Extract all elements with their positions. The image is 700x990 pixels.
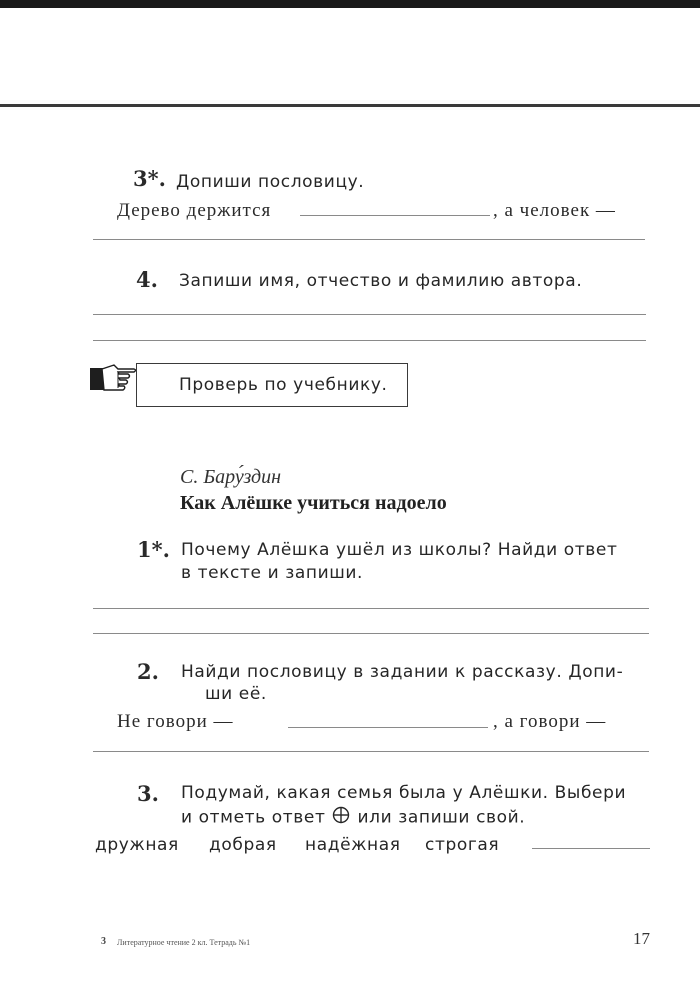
option-friendly[interactable]: дружная — [95, 835, 179, 855]
scan-top-edge — [0, 0, 700, 8]
task-3-number: 3*. — [133, 166, 166, 191]
task-3-prompt: Допиши пословицу. — [176, 172, 365, 192]
story-task-3-prompt-line1: Подумай, какая семья была у Алёшки. Выбери — [181, 783, 627, 803]
story-task-3-prompt-line2-a: и отметь ответ — [181, 807, 326, 828]
story-task-2-prompt-line2: ши её. — [205, 684, 267, 704]
answer-line[interactable] — [93, 633, 649, 634]
answer-line[interactable] — [93, 239, 645, 240]
option-strict[interactable]: строгая — [425, 835, 500, 855]
proverb-2-middle: , а говори — — [493, 711, 607, 732]
story-task-1-prompt-line1: Почему Алёшка ушёл из школы? Найди ответ — [181, 540, 618, 560]
option-reliable[interactable]: надёжная — [305, 835, 401, 855]
story-task-1-number: 1*. — [137, 537, 170, 562]
story-task-3-prompt-line2-b: или запиши свой. — [357, 807, 526, 828]
footer-sheet-number: 3 — [101, 936, 106, 947]
task-4-number: 4. — [136, 267, 158, 292]
story-task-3-number: 3. — [137, 781, 159, 806]
answer-line[interactable] — [93, 314, 646, 315]
page-edge — [0, 104, 700, 107]
check-textbook-box — [136, 363, 408, 407]
proverb-middle: , а человек — — [493, 200, 616, 221]
answer-line[interactable] — [288, 727, 488, 728]
story-task-2-number: 2. — [137, 659, 159, 684]
check-textbook-text: Проверь по учебнику. — [179, 375, 388, 395]
story-title: Как Алёшке учиться надоело — [180, 492, 447, 514]
answer-line[interactable] — [93, 608, 649, 609]
option-kind[interactable]: добрая — [209, 835, 277, 855]
page-number: 17 — [633, 929, 650, 948]
story-task-1-prompt-line2: в тексте и запиши. — [181, 563, 364, 583]
answer-line[interactable] — [93, 340, 646, 341]
story-task-2-prompt-line1: Найди пословицу в задании к рассказу. Допи- — [181, 662, 624, 682]
circle-plus-icon — [331, 805, 351, 830]
story-author: С. Бару́здин — [180, 466, 282, 488]
proverb-2-start: Не говори — — [117, 711, 234, 732]
answer-line[interactable] — [93, 751, 649, 752]
footer-book-title: Литературное чтение 2 кл. Тетрадь №1 — [117, 938, 251, 947]
scan-top-margin — [0, 0, 700, 104]
pointing-hand-icon — [88, 360, 138, 396]
task-4-prompt: Запиши имя, отчество и фамилию автора. — [179, 271, 583, 291]
answer-line[interactable] — [300, 215, 490, 216]
proverb-start: Дерево держится — [117, 200, 272, 221]
story-task-3-prompt-line2 — [181, 805, 525, 830]
answer-line[interactable] — [532, 848, 650, 849]
